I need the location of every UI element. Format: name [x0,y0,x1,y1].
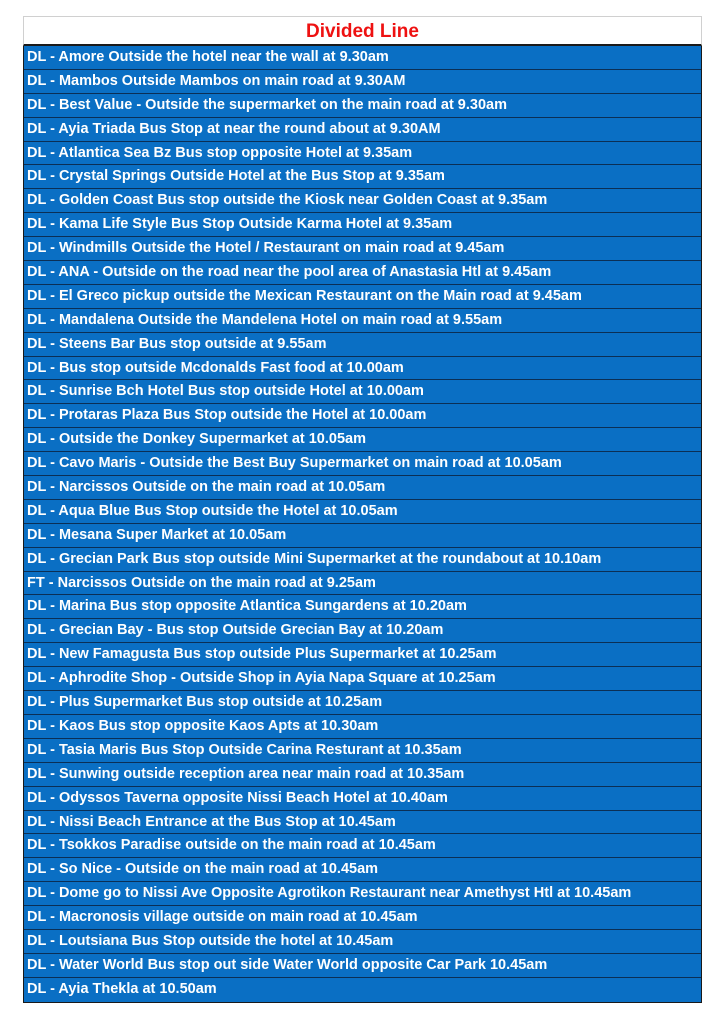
pickup-row: DL - Marina Bus stop opposite Atlantica Sungardens at 10.20am [24,595,701,619]
pickup-row: DL - Water World Bus stop out side Water World opposite Car Park 10.45am [24,954,701,978]
pickup-row: DL - ANA - Outside on the road near the pool area of Anastasia Htl at 9.45am [24,261,701,285]
pickup-row: DL - Tsokkos Paradise outside on the main road at 10.45am [24,834,701,858]
pickup-row: DL - Sunwing outside reception area near main road at 10.35am [24,763,701,787]
pickup-row: DL - Crystal Springs Outside Hotel at the Bus Stop at 9.35am [24,165,701,189]
pickup-schedule-sheet [23,16,702,1003]
pickup-row: DL - Nissi Beach Entrance at the Bus Stop at 10.45am [24,811,701,835]
pickup-row: DL - Grecian Bay - Bus stop Outside Grecian Bay at 10.20am [24,619,701,643]
pickup-row: DL - Atlantica Sea Bz Bus stop opposite Hotel at 9.35am [24,142,701,166]
pickup-row: DL - Aqua Blue Bus Stop outside the Hotel at 10.05am [24,500,701,524]
pickup-row: DL - So Nice - Outside on the main road at 10.45am [24,858,701,882]
pickup-row: DL - Odyssos Taverna opposite Nissi Beach Hotel at 10.40am [24,787,701,811]
pickup-row: DL - El Greco pickup outside the Mexican Restaurant on the Main road at 9.45am [24,285,701,309]
pickup-row: DL - Grecian Park Bus stop outside Mini Supermarket at the roundabout at 10.10am [24,548,701,572]
pickup-row: DL - Mesana Super Market at 10.05am [24,524,701,548]
pickup-row: DL - Mandalena Outside the Mandelena Hotel on main road at 9.55am [24,309,701,333]
pickup-row: DL - Narcissos Outside on the main road at 10.05am [24,476,701,500]
pickup-row: DL - Dome go to Nissi Ave Opposite Agrotikon Restaurant near Amethyst Htl at 10.45am [24,882,701,906]
pickup-row: DL - Kaos Bus stop opposite Kaos Apts at 10.30am [24,715,701,739]
pickup-row: DL - Ayia Triada Bus Stop at near the round about at 9.30AM [24,118,701,142]
pickup-row: DL - Windmills Outside the Hotel / Restaurant on main road at 9.45am [24,237,701,261]
pickup-row: DL - Macronosis village outside on main road at 10.45am [24,906,701,930]
pickup-row: DL - Sunrise Bch Hotel Bus stop outside Hotel at 10.00am [24,380,701,404]
pickup-row: DL - Ayia Thekla at 10.50am [24,978,701,1002]
pickup-row: DL - New Famagusta Bus stop outside Plus Supermarket at 10.25am [24,643,701,667]
pickup-row: DL - Plus Supermarket Bus stop outside at 10.25am [24,691,701,715]
pickup-row: FT - Narcissos Outside on the main road at 9.25am [24,572,701,596]
pickup-list [23,46,702,1003]
pickup-row: DL - Amore Outside the hotel near the wall at 9.30am [24,46,701,70]
pickup-row: DL - Kama Life Style Bus Stop Outside Karma Hotel at 9.35am [24,213,701,237]
pickup-row: DL - Outside the Donkey Supermarket at 10.05am [24,428,701,452]
pickup-row: DL - Protaras Plaza Bus Stop outside the Hotel at 10.00am [24,404,701,428]
pickup-row: DL - Aphrodite Shop - Outside Shop in Ayia Napa Square at 10.25am [24,667,701,691]
pickup-row: DL - Best Value - Outside the supermarket on the main road at 9.30am [24,94,701,118]
sheet-title: Divided Line [23,16,702,46]
pickup-row: DL - Mambos Outside Mambos on main road at 9.30AM [24,70,701,94]
pickup-row: DL - Cavo Maris - Outside the Best Buy Supermarket on main road at 10.05am [24,452,701,476]
pickup-row: DL - Golden Coast Bus stop outside the Kiosk near Golden Coast at 9.35am [24,189,701,213]
pickup-row: DL - Steens Bar Bus stop outside at 9.55am [24,333,701,357]
pickup-row: DL - Tasia Maris Bus Stop Outside Carina Resturant at 10.35am [24,739,701,763]
pickup-row: DL - Loutsiana Bus Stop outside the hotel at 10.45am [24,930,701,954]
pickup-row: DL - Bus stop outside Mcdonalds Fast food at 10.00am [24,357,701,381]
